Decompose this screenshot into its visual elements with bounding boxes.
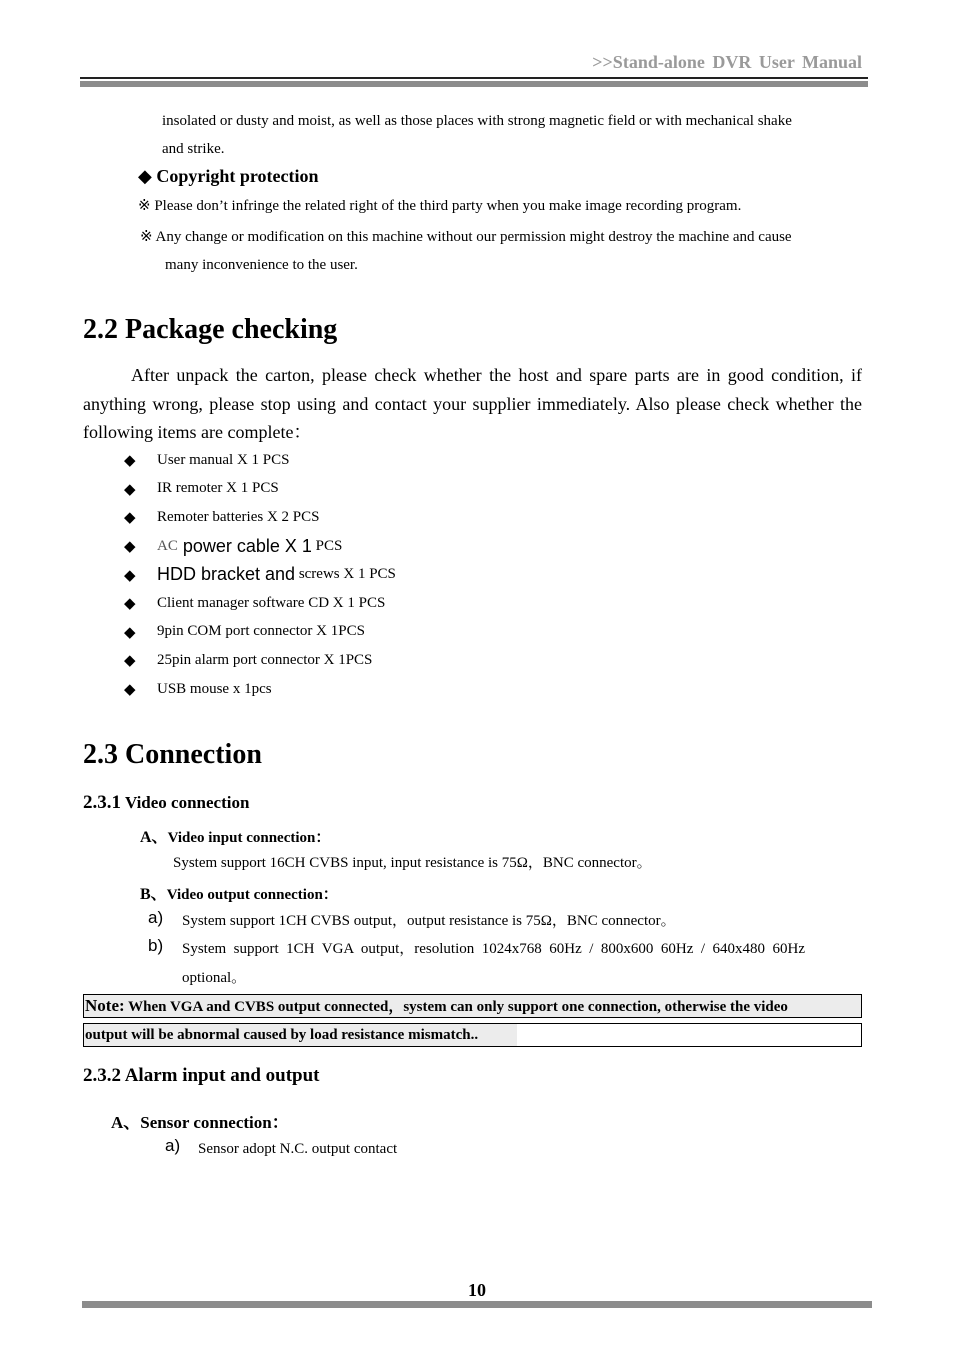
copyright-note-2: ※ Any change or modification on this machine without our permission might destroy the machine and cause bbox=[140, 229, 792, 245]
copyright-note-2-cont: many inconvenience to the user. bbox=[165, 257, 358, 273]
note-box bbox=[83, 994, 862, 1047]
running-header: >>Stand-alone DVR User Manual bbox=[592, 52, 862, 72]
section-heading-package-checking: 2.2 Package checking bbox=[83, 314, 338, 345]
intro-line-2: and strike. bbox=[162, 141, 225, 157]
note-line-2: output will be abnormal caused by load resistance mismatch.. bbox=[83, 1023, 862, 1047]
bullet-diamond-icon: ◆ bbox=[124, 651, 136, 670]
header-rule-thick bbox=[80, 81, 868, 87]
list-item: ◆ 25pin alarm port connector X 1PCS bbox=[124, 651, 373, 670]
bullet-diamond-icon: ◆ bbox=[124, 680, 136, 699]
list-item: ◆ IR remoter X 1 PCS bbox=[124, 479, 279, 498]
list-item: ◆ AC power cable X 1 PCS bbox=[124, 535, 343, 556]
note-label: Note: bbox=[85, 996, 125, 1015]
page-number: 10 bbox=[468, 1280, 486, 1300]
bullet-diamond-icon: ◆ bbox=[124, 451, 136, 470]
header-rule-thin bbox=[80, 77, 868, 79]
bullet-diamond-icon: ◆ bbox=[124, 594, 136, 613]
copyright-heading: ◆ Copyright protection bbox=[138, 166, 319, 186]
package-paragraph-text: After unpack the carton, please check whether the host and spare parts are in good condition, if anything wrong, please stop using and contact your supplier immediately. Also please check whether the following items are complete： bbox=[83, 365, 862, 442]
bullet-diamond-icon: ◆ bbox=[124, 622, 136, 641]
bullet-diamond-icon: ◆ bbox=[124, 537, 136, 556]
video-input-heading: A、Video input connection： bbox=[140, 829, 331, 846]
bullet-diamond-icon: ◆ bbox=[124, 508, 136, 527]
sensor-connection-heading: A、Sensor connection： bbox=[111, 1113, 289, 1132]
intro-line-1: insolated or dusty and moist, as well as those places with strong magnetic field or with mechanical shake bbox=[162, 113, 792, 129]
package-paragraph bbox=[83, 361, 862, 447]
subsection-heading-alarm: 2.3.2 Alarm input and output bbox=[83, 1065, 320, 1086]
footer-rule bbox=[82, 1301, 872, 1308]
package-items-list bbox=[124, 446, 624, 703]
video-output-heading: B、Video output connection： bbox=[140, 886, 338, 903]
list-item: ◆ USB mouse x 1pcs bbox=[124, 680, 272, 699]
list-item: ◆ Remoter batteries X 2 PCS bbox=[124, 508, 320, 527]
bullet-diamond-icon: ◆ bbox=[124, 479, 136, 498]
list-item: ◆ Client manager software CD X 1 PCS bbox=[124, 594, 386, 613]
copyright-note-1: ※ Please don’t infringe the related right of the third party when you make image recording program. bbox=[138, 198, 742, 214]
video-input-text: System support 16CH CVBS input, input resistance is 75Ω，BNC connector。 bbox=[173, 855, 652, 871]
section-heading-connection: 2.3 Connection bbox=[83, 739, 262, 770]
bullet-diamond-icon: ◆ bbox=[124, 565, 136, 584]
list-item: ◆ HDD bracket and screws X 1 PCS bbox=[124, 564, 396, 585]
note-line-1: Note: When VGA and CVBS output connected，system can only support one connection, otherwise the video bbox=[83, 994, 862, 1018]
list-item: ◆ User manual X 1 PCS bbox=[124, 451, 290, 470]
list-item: ◆ 9pin COM port connector X 1PCS bbox=[124, 622, 365, 641]
subsection-heading-video-connection: 2.3.1 Video connection bbox=[83, 792, 250, 813]
